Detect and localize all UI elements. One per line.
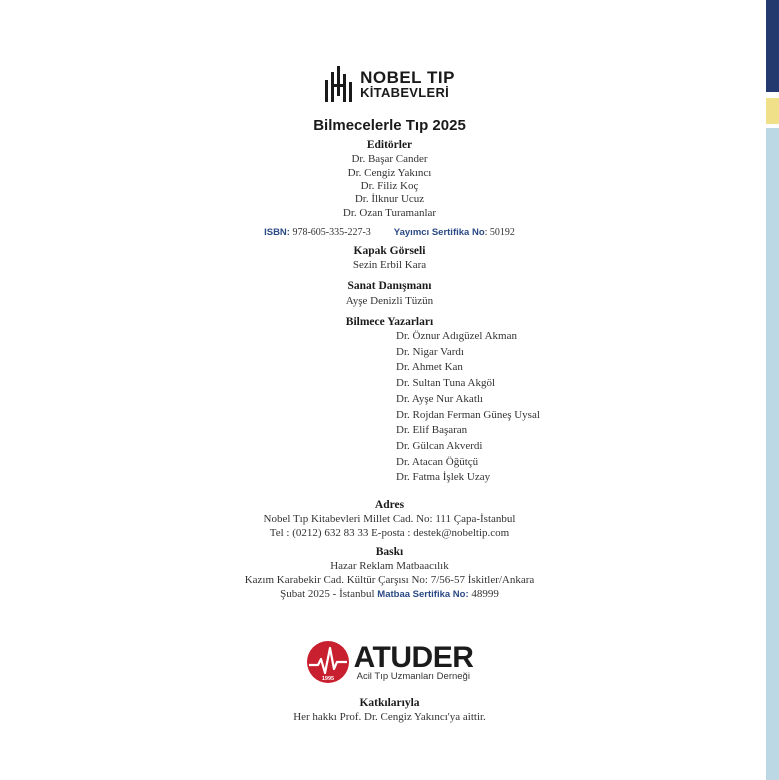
editor-name: Dr. Ozan Turamanlar: [342, 207, 437, 219]
publisher-name-line1: NOBEL TIP: [360, 68, 455, 87]
isbn-value: 978-605-335-227-3: [292, 227, 371, 238]
publisher-logo-icon: [324, 66, 354, 104]
print-line-1: Hazar Reklam Matbaacılık: [330, 560, 449, 572]
address-heading: Adres: [374, 499, 405, 511]
address-line-2: Tel : (0212) 632 83 33 E-posta : destek@nobeltip.com: [269, 527, 510, 539]
publisher-name-line2: KİTABEVLERİ: [360, 85, 450, 100]
print-line-3: [0, 588, 779, 600]
atuder-heartbeat-icon: [306, 640, 350, 684]
isbn-row: [0, 227, 779, 238]
copyright-note: Her hakkı Prof. Dr. Cengiz Yakıncı'ya aittir.: [293, 711, 486, 723]
editor-name: Dr. İlknur Ucuz: [354, 193, 425, 205]
atuder-name: ATUDER: [353, 640, 474, 674]
author-right: Dr. Ayşe Nur Akatlı: [396, 392, 483, 405]
print-cert-label: Matbaa Sertifika No:: [377, 589, 469, 600]
author-right: Dr. Rojdan Ferman Güneş Uysal: [396, 408, 540, 421]
author-right: Dr. Öznur Adıgüzel Akman: [396, 330, 517, 342]
publisher-logo: [0, 66, 779, 104]
author-right: Dr. Gülcan Akverdi: [396, 439, 483, 452]
print-heading: Baskı: [375, 546, 404, 558]
editor-name: Dr. Cengiz Yakıncı: [347, 167, 432, 179]
cover-heading: Kapak Görseli: [353, 245, 426, 257]
contribution-heading: Katkılarıyla: [359, 697, 420, 709]
editor-name: Dr. Başar Cander: [351, 153, 428, 165]
publisher-cert-label: Yayımcı Sertifika No: [393, 227, 485, 238]
atuder-year: 1995: [321, 676, 334, 682]
authors-heading: Bilmece Yazarları: [345, 316, 434, 328]
book-title: Bilmecelerle Tıp 2025: [313, 117, 466, 134]
author-right: Dr. Elif Başaran: [396, 424, 468, 437]
address-line-1: Nobel Tıp Kitabevleri Millet Cad. No: 111 Çapa-İstanbul: [263, 513, 516, 525]
print-cert-value: 48999: [471, 588, 499, 600]
author-right: Dr. Atacan Öğütçü: [396, 455, 479, 468]
print-date-city: Şubat 2025 - İstanbul: [280, 588, 375, 600]
atuder-subtitle: Acil Tıp Uzmanları Derneği: [356, 670, 470, 682]
publisher-cert-value: : 50192: [484, 227, 515, 238]
isbn-label: ISBN:: [264, 227, 290, 238]
cover-artist: Sezin Erbil Kara: [352, 259, 427, 271]
art-consultant: Ayşe Denizli Tüzün: [345, 295, 434, 307]
author-right: Dr. Sultan Tuna Akgöl: [396, 377, 496, 390]
print-line-2: Kazım Karabekir Cad. Kültür Çarşısı No: 7/56-57 İskitler/Ankara: [244, 574, 535, 586]
editor-name: Dr. Filiz Koç: [360, 180, 419, 192]
author-right: Dr. Nigar Vardı: [396, 345, 464, 358]
art-heading: Sanat Danışmanı: [347, 280, 432, 292]
atuder-logo: [0, 640, 779, 684]
editors-heading: Editörler: [366, 139, 413, 151]
author-right: Dr. Fatma İşlek Uzay: [396, 471, 491, 484]
author-right: Dr. Ahmet Kan: [396, 361, 463, 374]
